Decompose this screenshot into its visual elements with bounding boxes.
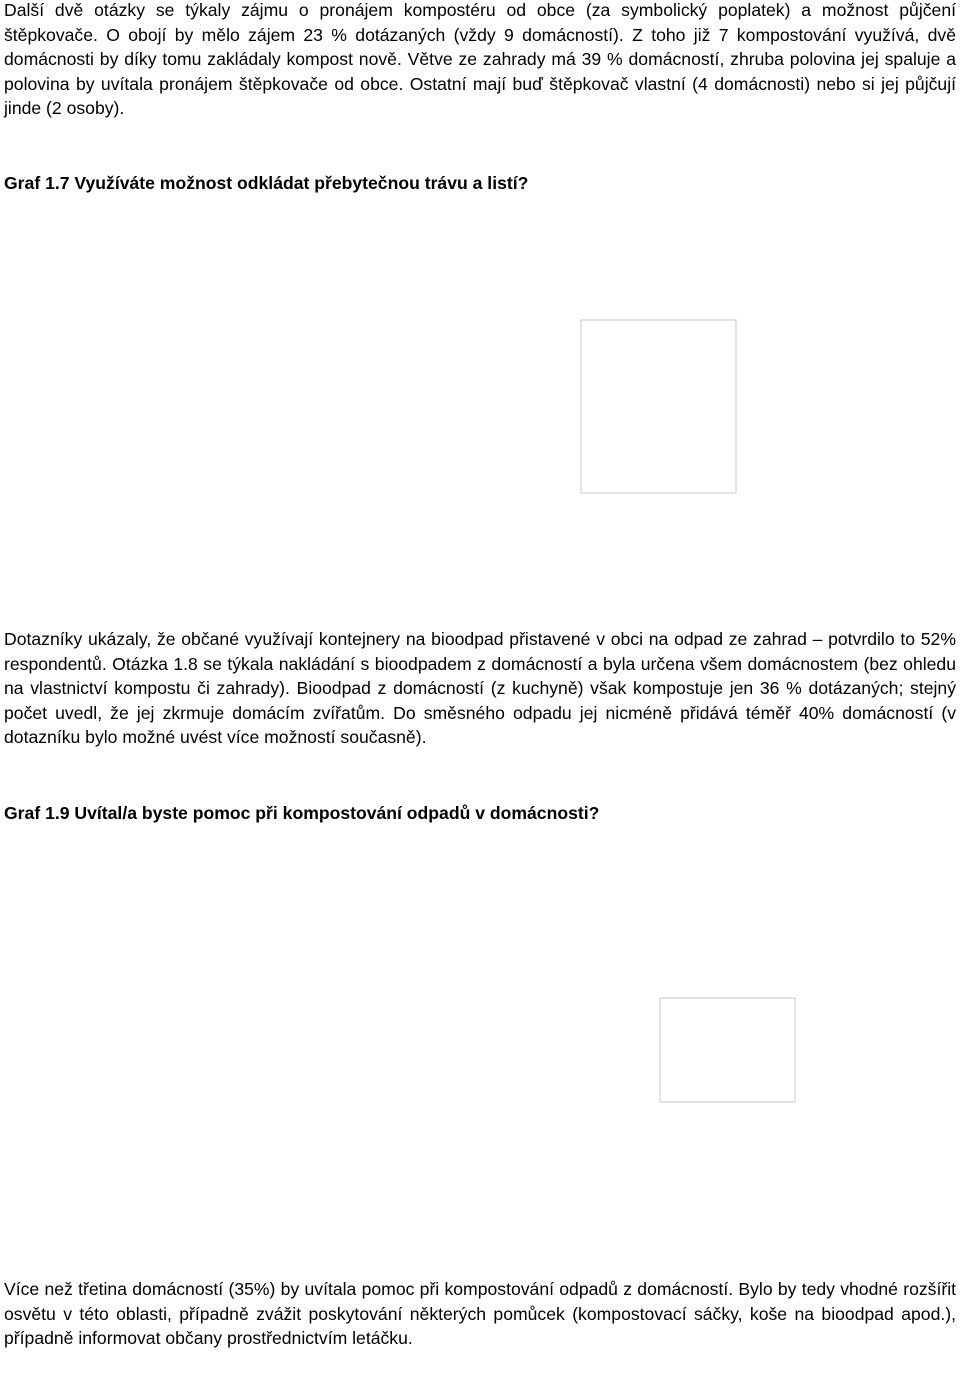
chart1-title: Graf 1.7 Využíváte možnost odkládat přebytečnou trávu a listí? — [4, 173, 529, 193]
chart2-title: Graf 1.9 Uvítal/a byste pomoc při kompostování odpadů v domácnosti? — [4, 803, 600, 823]
chart2-legend — [660, 998, 795, 1102]
chart2-legend-box — [660, 998, 795, 1102]
middle-paragraph: Dotazníky ukázaly, že občané využívají kontejnery na bioodpad přistavené v obci na odpad ze zahrad – potvrdilo to 52% respondentů. Otázka 1.8 se týkala nakládání s bioodpadem z domácností a byla určena všem domácnostem (bez ohledu na vlastnictví kompostu či zahrady). Bioodpad z domácností (z kuchyně) však kompostuje jen 36 % dotázaných; stejný počet uvedl, že jej zkrmuje domácím zvířatům. Do směsného odpadu jej nicméně přidává téměř 40% domácností (v dotazníku bylo možné uvést více možností současně). — [4, 629, 956, 748]
chart1-legend-box — [581, 320, 736, 493]
chart1-pie — [0, 210, 960, 630]
chart1-legend — [581, 320, 736, 493]
chart2-pie — [0, 860, 960, 1260]
closing-paragraph: Více než třetina domácností (35%) by uvítala pomoc při kompostování odpadů z domácností. Bylo by tedy vhodné rozšířit osvětu v této oblasti, případně zvážit poskytování některých pomůcek (kompostovací sáčky, koše na bioodpad apod.), případně informovat občany prostřednictvím letáčku. — [4, 1279, 956, 1349]
intro-paragraph: Další dvě otázky se týkaly zájmu o pronájem kompostéru od obce (za symbolický poplatek) a možnost půjčení štěpkovače. O obojí by mělo zájem 23 % dotázaných (vždy 9 domácností). Z toho již 7 kompostování využívá, dvě domácnosti by díky tomu zakládaly kompost nově. Větve ze zahrady má 39 % domácností, zhruba polovina jej spaluje a polovina by uvítala pronájem štěpkovače od obce. Ostatní mají buď štěpkovač vlastní (4 domácnosti) nebo si jej půjčují jinde (2 osoby). — [4, 0, 956, 119]
